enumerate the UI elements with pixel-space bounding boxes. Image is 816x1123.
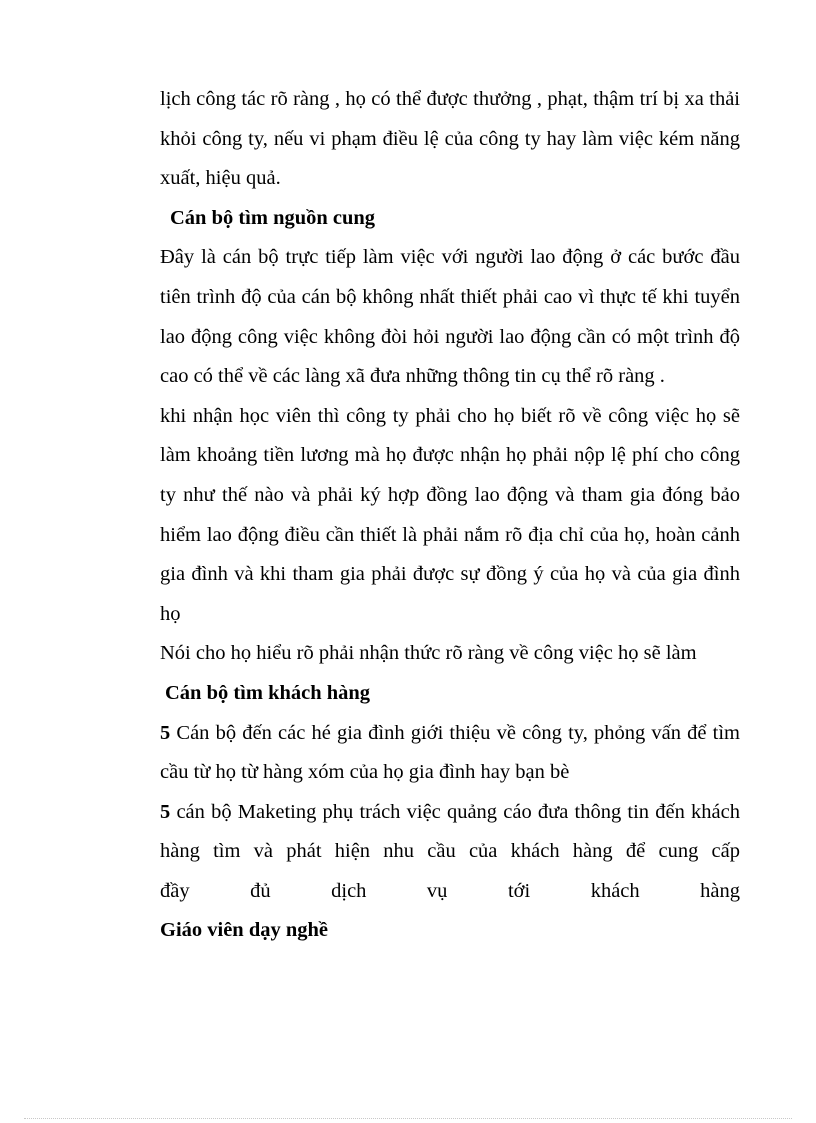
heading-vocational-teacher: Giáo viên dạy nghề bbox=[160, 919, 329, 942]
page-bottom-rule bbox=[24, 1118, 792, 1119]
paragraph-6-number: 5 bbox=[160, 800, 171, 823]
paragraph-1: lịch công tác rõ ràng , họ có thể được thưởng , phạt, thậm trí bị xa thải khỏi công ty, nếu vi phạm điều lệ của công ty hay làm việc kém năng xuất, hiệu quả. bbox=[160, 88, 740, 190]
paragraph-5 bbox=[160, 714, 740, 793]
heading-customer-officer: Cán bộ tìm khách hàng bbox=[165, 681, 371, 704]
paragraph-6-text: cán bộ Maketing phụ trách việc quảng cáo đưa thông tin đến khách hàng tìm và phát hiện nhu cầu của khách hàng để cung cấp bbox=[160, 800, 740, 863]
paragraph-2: Đây là cán bộ trực tiếp làm việc với người lao động ở các bước đầu tiên trình độ của cán bộ không nhất thiết phải cao vì thực tế khi tuyển lao động công việc không đòi hỏi người lao động cần có một trình độ cao có thể về các làng xã đưa những thông tin cụ thể rõ ràng . bbox=[160, 246, 740, 388]
paragraph-3: khi nhận học viên thì công ty phải cho họ biết rõ về công việc họ sẽ làm khoảng tiền lương mà họ được nhận họ phải nộp lệ phí cho công ty như thế nào và phải ký hợp đồng lao động và tham gia đóng bảo hiểm lao động điều cần thiết là phải nắm rõ địa chỉ của họ, hoàn cảnh gia đình và khi tham gia phải được sự đồng ý của họ và của gia đình họ bbox=[160, 404, 740, 625]
document-body bbox=[160, 80, 740, 951]
paragraph-5-number: 5 bbox=[160, 721, 171, 744]
paragraph-6-continued: đầy đủ dịch vụ tới khách hàng bbox=[160, 879, 740, 902]
paragraph-6 bbox=[160, 793, 740, 872]
paragraph-5-text: Cán bộ đến các hé gia đình giới thiệu về công ty, phỏng vấn để tìm cầu từ họ từ hàng xóm của họ gia đình hay bạn bè bbox=[160, 721, 740, 784]
heading-supply-officer: Cán bộ tìm nguồn cung bbox=[170, 206, 376, 229]
paragraph-4: Nói cho họ hiểu rõ phải nhận thức rõ ràng về công việc họ sẽ làm bbox=[160, 642, 697, 665]
